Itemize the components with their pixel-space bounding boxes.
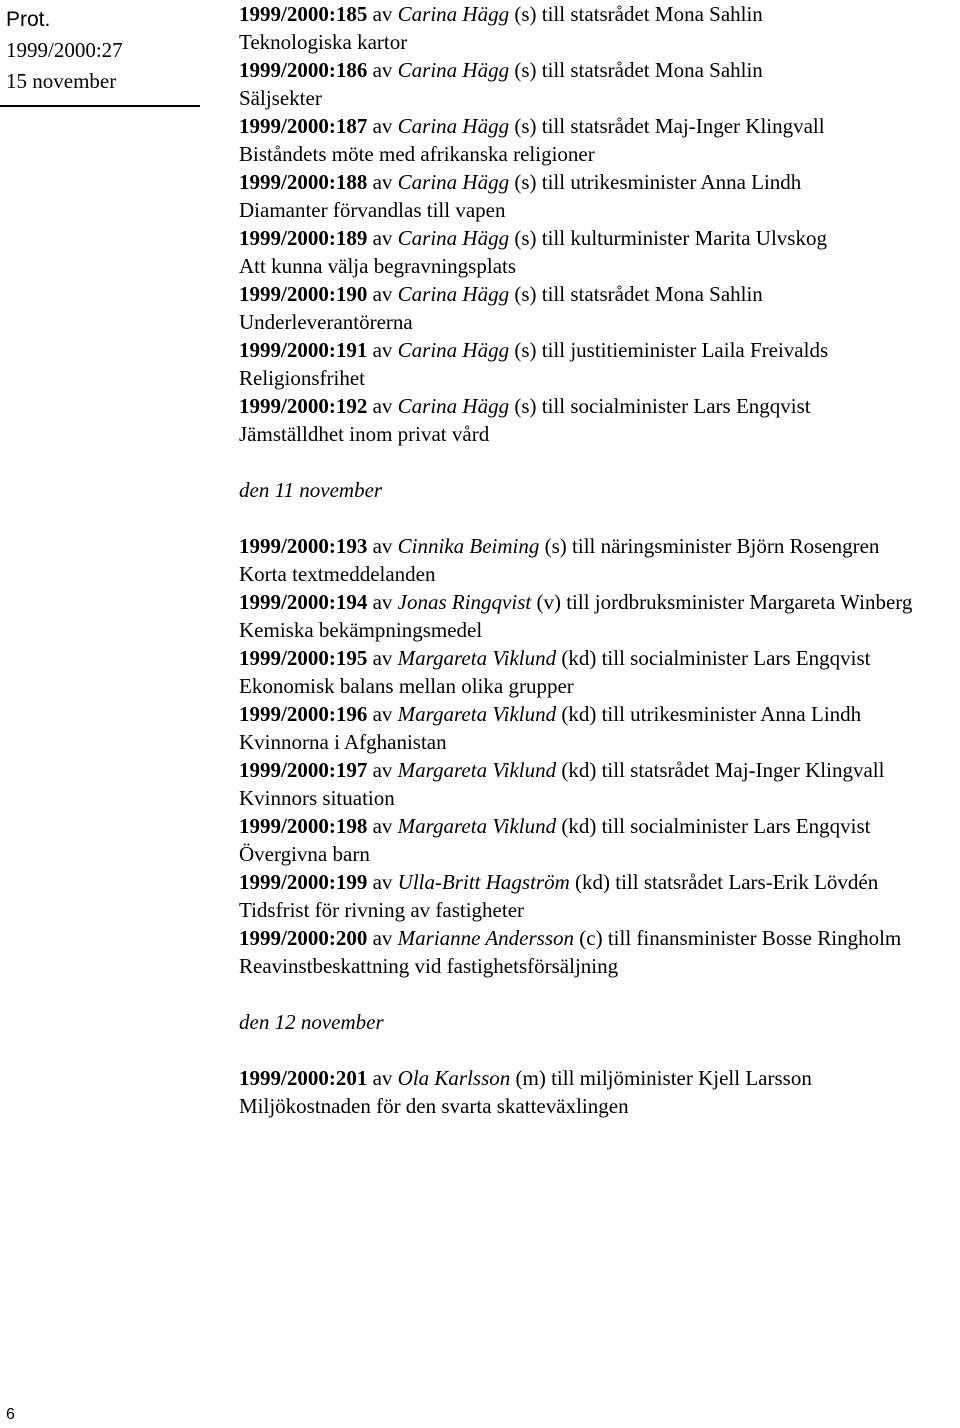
by-label: av	[372, 394, 393, 418]
addressee: (s) till kulturminister Marita Ulvskog	[514, 226, 827, 250]
interpellation-subject: Säljsekter	[239, 86, 322, 110]
interpellation-number: 1999/2000:192	[239, 394, 368, 418]
interpellation-list	[239, 0, 959, 1120]
by-label: av	[372, 814, 393, 838]
interpellation-heading	[239, 812, 959, 840]
interpellation-heading	[239, 644, 959, 672]
author-name: Carina Hägg	[397, 282, 510, 306]
author-name: Carina Hägg	[397, 338, 510, 362]
author-name: Carina Hägg	[397, 2, 510, 26]
by-label: av	[372, 114, 393, 138]
by-label: av	[372, 534, 393, 558]
addressee: (s) till statsrådet Mona Sahlin	[514, 282, 763, 306]
interpellation-subject: Kvinnorna i Afghanistan	[239, 730, 447, 754]
interpellation-number: 1999/2000:198	[239, 814, 368, 838]
interpellation-subject: Teknologiska kartor	[239, 30, 408, 54]
author-name: Cinnika Beiming	[397, 534, 540, 558]
interpellation-entry	[239, 532, 959, 588]
interpellation-entry	[239, 336, 959, 392]
interpellation-number: 1999/2000:193	[239, 534, 368, 558]
addressee: (s) till statsrådet Mona Sahlin	[514, 2, 763, 26]
interpellation-number: 1999/2000:185	[239, 2, 368, 26]
interpellation-subject: Kvinnors situation	[239, 786, 395, 810]
interpellation-subject: Diamanter förvandlas till vapen	[239, 198, 506, 222]
interpellation-number: 1999/2000:188	[239, 170, 368, 194]
interpellation-number: 1999/2000:191	[239, 338, 368, 362]
author-name: Carina Hägg	[397, 226, 510, 250]
interpellation-entry	[239, 756, 959, 812]
interpellation-entry	[239, 280, 959, 336]
interpellation-entry	[239, 700, 959, 756]
page-number: 6	[6, 1406, 15, 1423]
interpellation-entry	[239, 644, 959, 700]
interpellation-subject: Ekonomisk balans mellan olika grupper	[239, 674, 574, 698]
interpellation-heading	[239, 0, 959, 28]
interpellation-heading	[239, 756, 959, 784]
interpellation-number: 1999/2000:187	[239, 114, 368, 138]
interpellation-entry	[239, 588, 959, 644]
interpellation-entry	[239, 168, 959, 224]
addressee: (s) till socialminister Lars Engqvist	[514, 394, 811, 418]
interpellation-heading	[239, 1064, 959, 1092]
interpellation-entry	[239, 224, 959, 280]
addressee: (v) till jordbruksminister Margareta Winberg	[536, 590, 913, 614]
interpellation-entry	[239, 0, 959, 56]
interpellation-number: 1999/2000:196	[239, 702, 368, 726]
interpellation-heading	[239, 392, 959, 420]
author-name: Margareta Viklund	[397, 758, 557, 782]
author-name: Marianne Andersson	[397, 926, 575, 950]
interpellation-subject: Att kunna välja begravningsplats	[239, 254, 517, 278]
interpellation-number: 1999/2000:200	[239, 926, 368, 950]
by-label: av	[372, 226, 393, 250]
interpellation-subject: Korta textmeddelanden	[239, 562, 436, 586]
interpellation-heading	[239, 868, 959, 896]
by-label: av	[372, 2, 393, 26]
author-name: Ulla-Britt Hagström	[397, 870, 570, 894]
interpellation-heading	[239, 532, 959, 560]
author-name: Carina Hägg	[397, 114, 510, 138]
interpellation-entry	[239, 1064, 959, 1120]
by-label: av	[372, 758, 393, 782]
interpellation-heading	[239, 56, 959, 84]
interpellation-entry	[239, 392, 959, 448]
addressee: (kd) till statsrådet Lars-Erik Lövdén	[575, 870, 879, 894]
interpellation-number: 1999/2000:199	[239, 870, 368, 894]
by-label: av	[372, 58, 393, 82]
by-label: av	[372, 870, 393, 894]
interpellation-entry	[239, 924, 959, 980]
by-label: av	[372, 702, 393, 726]
interpellation-heading	[239, 168, 959, 196]
author-name: Carina Hägg	[397, 170, 510, 194]
interpellation-entry	[239, 112, 959, 168]
interpellation-subject: Biståndets möte med afrikanska religioner	[239, 142, 595, 166]
interpellation-entry	[239, 868, 959, 924]
protocol-number: 1999/2000:27	[6, 38, 123, 62]
protocol-label: Prot.	[6, 8, 51, 31]
addressee: (kd) till socialminister Lars Engqvist	[561, 814, 871, 838]
addressee: (s) till justitieminister Laila Freivalds	[514, 338, 829, 362]
interpellation-heading	[239, 924, 959, 952]
addressee: (s) till näringsminister Björn Rosengren	[544, 534, 880, 558]
date-heading: den 12 november	[239, 1010, 384, 1034]
interpellation-number: 1999/2000:189	[239, 226, 368, 250]
addressee: (s) till utrikesminister Anna Lindh	[514, 170, 802, 194]
interpellation-entry	[239, 812, 959, 868]
interpellation-number: 1999/2000:190	[239, 282, 368, 306]
by-label: av	[372, 282, 393, 306]
addressee: (m) till miljöminister Kjell Larsson	[515, 1066, 812, 1090]
by-label: av	[372, 1066, 393, 1090]
by-label: av	[372, 926, 393, 950]
addressee: (kd) till statsrådet Maj-Inger Klingvall	[561, 758, 885, 782]
addressee: (c) till finansminister Bosse Ringholm	[579, 926, 902, 950]
interpellation-number: 1999/2000:186	[239, 58, 368, 82]
interpellation-heading	[239, 588, 959, 616]
author-name: Margareta Viklund	[397, 646, 557, 670]
margin-rule	[0, 105, 200, 107]
by-label: av	[372, 590, 393, 614]
addressee: (kd) till socialminister Lars Engqvist	[561, 646, 871, 670]
author-name: Carina Hägg	[397, 58, 510, 82]
author-name: Ola Karlsson	[397, 1066, 511, 1090]
author-name: Jonas Ringqvist	[397, 590, 532, 614]
interpellation-subject: Jämställdhet inom privat vård	[239, 422, 490, 446]
interpellation-heading	[239, 280, 959, 308]
interpellation-number: 1999/2000:195	[239, 646, 368, 670]
margin-header	[0, 4, 205, 107]
addressee: (s) till statsrådet Mona Sahlin	[514, 58, 763, 82]
by-label: av	[372, 170, 393, 194]
date-heading: den 11 november	[239, 478, 383, 502]
interpellation-number: 1999/2000:197	[239, 758, 368, 782]
interpellation-subject: Miljökostnaden för den svarta skatteväxlingen	[239, 1094, 629, 1118]
interpellation-number: 1999/2000:201	[239, 1066, 368, 1090]
interpellation-heading	[239, 700, 959, 728]
addressee: (kd) till utrikesminister Anna Lindh	[561, 702, 862, 726]
by-label: av	[372, 646, 393, 670]
author-name: Margareta Viklund	[397, 814, 557, 838]
interpellation-heading	[239, 224, 959, 252]
by-label: av	[372, 338, 393, 362]
addressee: (s) till statsrådet Maj-Inger Klingvall	[514, 114, 825, 138]
interpellation-heading	[239, 336, 959, 364]
interpellation-subject: Övergivna barn	[239, 842, 370, 866]
interpellation-heading	[239, 112, 959, 140]
interpellation-subject: Underleverantörerna	[239, 310, 413, 334]
protocol-date: 15 november	[6, 69, 117, 93]
interpellation-subject: Kemiska bekämpningsmedel	[239, 618, 483, 642]
interpellation-subject: Reavinstbeskattning vid fastighetsförsäljning	[239, 954, 619, 978]
author-name: Carina Hägg	[397, 394, 510, 418]
interpellation-subject: Religionsfrihet	[239, 366, 365, 390]
interpellation-subject: Tidsfrist för rivning av fastigheter	[239, 898, 525, 922]
interpellation-number: 1999/2000:194	[239, 590, 368, 614]
interpellation-entry	[239, 56, 959, 112]
author-name: Margareta Viklund	[397, 702, 557, 726]
